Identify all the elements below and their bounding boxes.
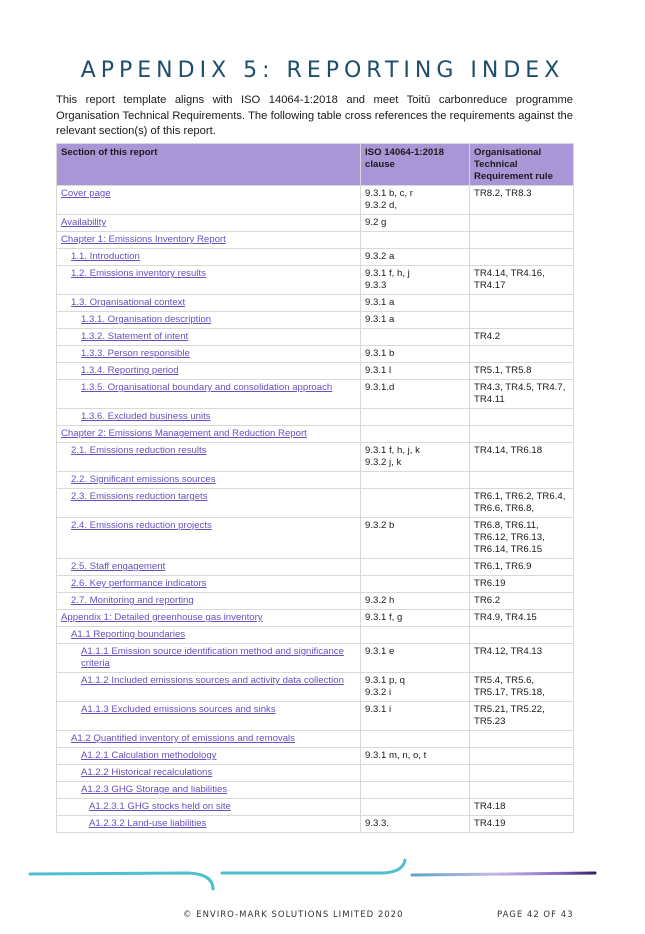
- section-link[interactable]: Cover page: [61, 188, 111, 199]
- cell-section: [57, 782, 361, 799]
- table-row: [57, 426, 574, 443]
- footer-copyright: © ENVIRO-MARK SOLUTIONS LIMITED 2020: [183, 910, 404, 920]
- cell-section: [57, 232, 361, 249]
- cell-section: [57, 186, 361, 215]
- section-link[interactable]: 2.4. Emissions reduction projects: [71, 520, 212, 531]
- section-link[interactable]: 2.5. Staff engagement: [71, 561, 166, 572]
- cell-clause: 9.3.2 h: [361, 593, 470, 610]
- cell-clause: 9.3.1 m, n, o, t: [361, 748, 470, 765]
- swoosh-segment-right: [412, 873, 595, 875]
- cell-section: [57, 472, 361, 489]
- section-link[interactable]: 2.1. Emissions reduction results: [71, 445, 207, 456]
- cell-rule: [470, 346, 574, 363]
- section-link[interactable]: Chapter 1: Emissions Inventory Report: [61, 234, 226, 245]
- table-row: [57, 593, 574, 610]
- cell-clause: [361, 232, 470, 249]
- cell-rule: [470, 312, 574, 329]
- cell-rule: TR4.14, TR6.18: [470, 443, 574, 472]
- cell-clause: [361, 489, 470, 518]
- table-row: [57, 576, 574, 593]
- cell-section: [57, 610, 361, 627]
- section-link[interactable]: Availability: [61, 217, 107, 228]
- table-row: [57, 232, 574, 249]
- cell-section: [57, 518, 361, 559]
- cell-section: [57, 249, 361, 266]
- cell-rule: [470, 295, 574, 312]
- table-row: [57, 443, 574, 472]
- cell-clause: 9.3.1.d: [361, 380, 470, 409]
- footer-swoosh-decoration: [28, 858, 598, 894]
- table-row: [57, 610, 574, 627]
- cell-section: [57, 559, 361, 576]
- cell-section: [57, 363, 361, 380]
- section-link[interactable]: A1.2.1 Calculation methodology: [81, 750, 217, 761]
- cell-clause: [361, 627, 470, 644]
- cell-section: [57, 409, 361, 426]
- cell-rule: [470, 472, 574, 489]
- cell-clause: 9.3.1 b, c, r 9.3.2 d,: [361, 186, 470, 215]
- table-row: [57, 559, 574, 576]
- cell-section: [57, 295, 361, 312]
- table-row: [57, 627, 574, 644]
- cell-rule: TR8.2, TR8.3: [470, 186, 574, 215]
- cell-section: [57, 489, 361, 518]
- table-row: [57, 644, 574, 673]
- cell-section: [57, 702, 361, 731]
- cell-clause: 9.3.1 p, q 9.3.2 i: [361, 673, 470, 702]
- section-link[interactable]: A1.2.3.2 Land-use liabilities: [89, 818, 207, 829]
- cell-section: [57, 644, 361, 673]
- table-row: [57, 186, 574, 215]
- cell-rule: TR4.19: [470, 816, 574, 833]
- section-link[interactable]: 1.1. Introduction: [71, 251, 140, 262]
- table-row: [57, 816, 574, 833]
- section-link[interactable]: 1.3.4. Reporting period: [81, 365, 179, 376]
- cell-rule: TR4.3, TR4.5, TR4.7, TR4.11: [470, 380, 574, 409]
- cell-rule: TR4.18: [470, 799, 574, 816]
- section-link[interactable]: 2.3. Emissions reduction targets: [71, 491, 208, 502]
- cell-clause: 9.3.1 f, h, j 9.3.3: [361, 266, 470, 295]
- cell-clause: [361, 731, 470, 748]
- cell-clause: 9.2 g: [361, 215, 470, 232]
- cell-section: [57, 215, 361, 232]
- cell-clause: [361, 426, 470, 443]
- cell-clause: [361, 559, 470, 576]
- cell-section: [57, 731, 361, 748]
- cell-rule: [470, 748, 574, 765]
- section-link[interactable]: A1.1 Reporting boundaries: [71, 629, 186, 640]
- cell-section: [57, 380, 361, 409]
- cell-rule: TR4.12, TR4.13: [470, 644, 574, 673]
- table-row: [57, 731, 574, 748]
- cell-clause: 9.3.1 e: [361, 644, 470, 673]
- section-link[interactable]: A1.2.3 GHG Storage and liabilities: [81, 784, 228, 795]
- page-title: APPENDIX 5: REPORTING INDEX: [80, 58, 565, 83]
- cell-rule: [470, 426, 574, 443]
- cell-clause: [361, 409, 470, 426]
- cell-clause: 9.3.2 b: [361, 518, 470, 559]
- table-row: [57, 312, 574, 329]
- cell-clause: [361, 765, 470, 782]
- cell-section: [57, 673, 361, 702]
- cell-section: [57, 426, 361, 443]
- cell-clause: [361, 799, 470, 816]
- cell-rule: TR5.4, TR5.6, TR5.17, TR5.18,: [470, 673, 574, 702]
- header-clause: ISO 14064-1:2018 clause: [361, 144, 470, 186]
- section-link[interactable]: 1.2. Emissions inventory results: [71, 268, 206, 279]
- cell-rule: TR6.8, TR6.11, TR6.12, TR6.13, TR6.14, TR6.15: [470, 518, 574, 559]
- table-row: [57, 702, 574, 731]
- table-row: [57, 409, 574, 426]
- table-row: [57, 518, 574, 559]
- cell-rule: TR6.19: [470, 576, 574, 593]
- cell-section: [57, 627, 361, 644]
- section-link[interactable]: A1.2 Quantified inventory of emissions and removals: [71, 733, 295, 744]
- cell-clause: [361, 576, 470, 593]
- table-row: [57, 472, 574, 489]
- cell-clause: 9.3.2 a: [361, 249, 470, 266]
- section-link[interactable]: 2.6. Key performance indicators: [71, 578, 207, 589]
- swoosh-segment-left: [30, 873, 213, 889]
- cell-section: [57, 266, 361, 295]
- section-link[interactable]: A1.1.1 Emission source identification method and significance criteria: [81, 646, 344, 669]
- table-row: [57, 363, 574, 380]
- cell-section: [57, 799, 361, 816]
- section-link[interactable]: A1.2.3.1 GHG stocks held on site: [89, 801, 231, 812]
- table-row: [57, 765, 574, 782]
- cell-clause: 9.3.1 a: [361, 312, 470, 329]
- table-row: [57, 215, 574, 232]
- cell-rule: TR4.14, TR4.16, TR4.17: [470, 266, 574, 295]
- intro-paragraph: This report template aligns with ISO 14064-1:2018 and meet Toitū carbonreduce programme Organisation Technical Requirements. The following table cross references the requirements against the relevant section(s) of this report.: [56, 94, 573, 137]
- cell-rule: [470, 627, 574, 644]
- section-link[interactable]: Appendix 1: Detailed greenhouse gas inventory: [61, 612, 263, 623]
- cell-clause: 9.3.3.: [361, 816, 470, 833]
- cell-clause: [361, 472, 470, 489]
- table-row: [57, 673, 574, 702]
- cell-rule: TR5.21, TR5.22, TR5.23: [470, 702, 574, 731]
- cell-rule: [470, 249, 574, 266]
- cell-clause: 9.3.1 i: [361, 702, 470, 731]
- swoosh-segment-middle: [222, 860, 405, 873]
- cell-section: [57, 346, 361, 363]
- table-row: [57, 295, 574, 312]
- section-link[interactable]: 1.3.6. Excluded business units: [81, 411, 211, 422]
- cell-clause: 9.3.1 a: [361, 295, 470, 312]
- table-row: [57, 346, 574, 363]
- table-row: [57, 266, 574, 295]
- section-link[interactable]: 1.3.2. Statement of intent: [81, 331, 189, 342]
- cell-section: [57, 765, 361, 782]
- cell-clause: 9.3.1 b: [361, 346, 470, 363]
- cell-rule: TR5.1, TR5.8: [470, 363, 574, 380]
- cell-clause: 9.3.1 l: [361, 363, 470, 380]
- table-row: [57, 799, 574, 816]
- cell-section: [57, 329, 361, 346]
- table-row: [57, 782, 574, 799]
- table-row: [57, 329, 574, 346]
- section-link[interactable]: A1.2.2 Historical recalculations: [81, 767, 213, 778]
- table-header-row: [57, 144, 574, 186]
- section-link[interactable]: Chapter 2: Emissions Management and Reduction Report: [61, 428, 307, 439]
- cell-rule: [470, 215, 574, 232]
- table-row: [57, 249, 574, 266]
- footer-page-number: PAGE 42 OF 43: [497, 910, 574, 920]
- cell-clause: [361, 782, 470, 799]
- cell-rule: [470, 409, 574, 426]
- cell-rule: [470, 731, 574, 748]
- cell-section: [57, 816, 361, 833]
- cell-clause: [361, 329, 470, 346]
- cell-rule: [470, 782, 574, 799]
- cell-section: [57, 576, 361, 593]
- cell-section: [57, 593, 361, 610]
- section-link[interactable]: 2.2. Significant emissions sources: [71, 474, 216, 485]
- section-link[interactable]: 1.3.3. Person responsible: [81, 348, 190, 359]
- cell-rule: [470, 765, 574, 782]
- section-link[interactable]: 1.3.5. Organisational boundary and consolidation approach: [81, 382, 333, 393]
- cell-clause: 9.3.1 f, g: [361, 610, 470, 627]
- section-link[interactable]: A1.1.3 Excluded emissions sources and sinks: [81, 704, 276, 715]
- cell-clause: 9.3.1 f, h, j, k 9.3.2 j, k: [361, 443, 470, 472]
- section-link[interactable]: 1.3.1. Organisation description: [81, 314, 212, 325]
- table-row: [57, 748, 574, 765]
- cell-rule: [470, 232, 574, 249]
- reporting-index-table: [56, 143, 574, 833]
- section-link[interactable]: 1.3. Organisational context: [71, 297, 186, 308]
- cell-rule: TR6.1, TR6.2, TR6.4, TR6.6, TR6.8,: [470, 489, 574, 518]
- cell-rule: TR4.9, TR4.15: [470, 610, 574, 627]
- table-row: [57, 380, 574, 409]
- cell-section: [57, 748, 361, 765]
- section-link[interactable]: A1.1.2 Included emissions sources and activity data collection: [81, 675, 344, 686]
- table-row: [57, 489, 574, 518]
- cell-rule: TR4.2: [470, 329, 574, 346]
- cell-rule: TR6.1, TR6.9: [470, 559, 574, 576]
- section-link[interactable]: 2.7. Monitoring and reporting: [71, 595, 194, 606]
- cell-section: [57, 312, 361, 329]
- cell-section: [57, 443, 361, 472]
- header-rule: Organisational Technical Requirement rule: [470, 144, 574, 186]
- cell-rule: TR6.2: [470, 593, 574, 610]
- header-section: Section of this report: [57, 144, 361, 186]
